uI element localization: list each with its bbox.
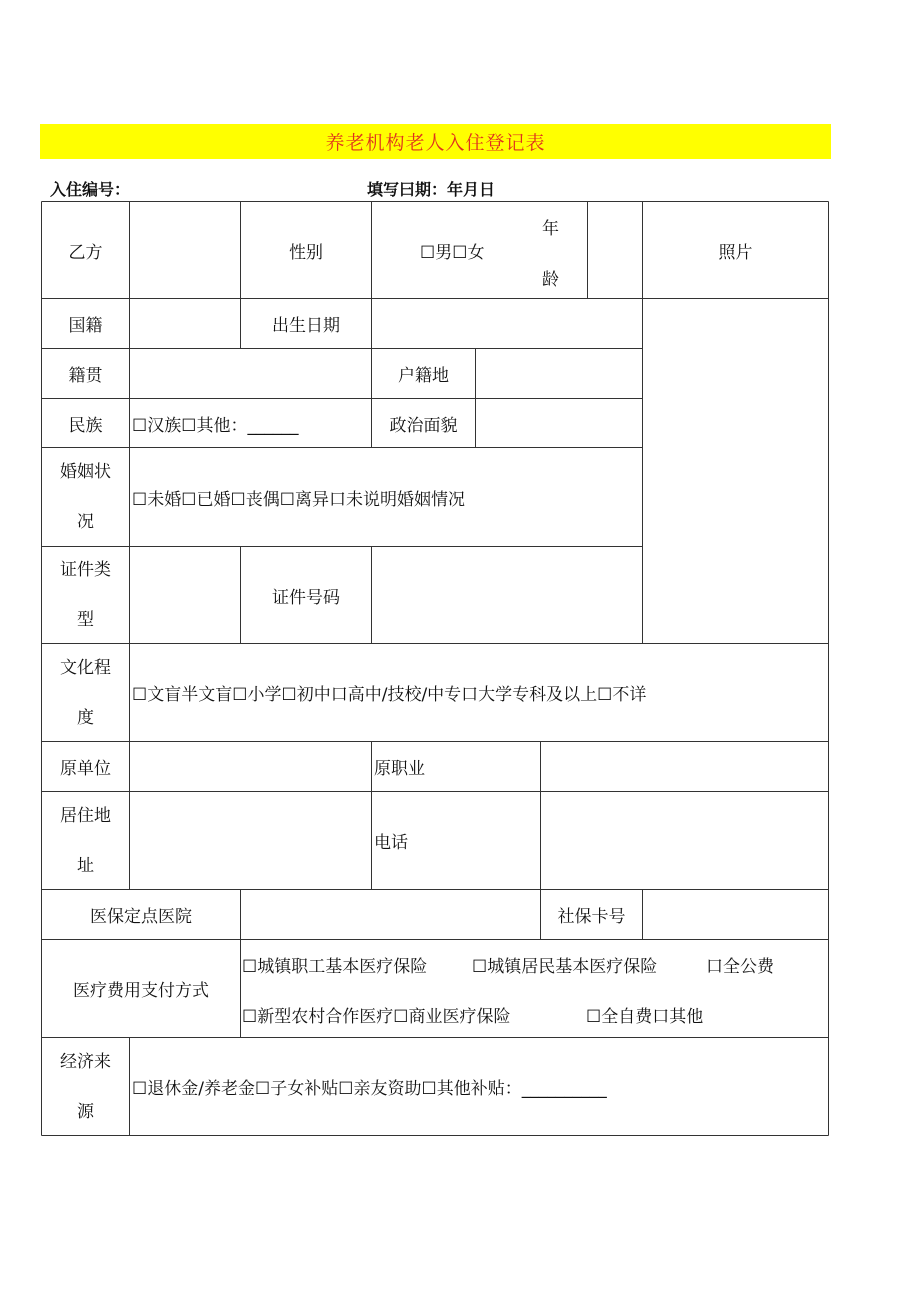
gender-options[interactable]: ☐男☐女: [420, 242, 485, 263]
id-type-field[interactable]: [130, 547, 240, 643]
ethnicity-options[interactable]: ☐汉族☐其他：______: [132, 415, 299, 436]
id-number-field[interactable]: [372, 547, 642, 643]
address-label-line1: 居住地: [60, 805, 111, 826]
education-label-line2: 度: [77, 707, 94, 728]
income-label-line2: 源: [77, 1101, 94, 1122]
income-source-options[interactable]: ☐退休金/养老金☐子女补贴☐亲友资助☐其他补贴：__________: [132, 1079, 607, 1099]
social-card-field[interactable]: [643, 890, 828, 939]
form-title: 养老机构老人入住登记表: [40, 124, 831, 159]
gender-label: 性别: [289, 242, 323, 263]
pay-option-public-funded[interactable]: 口全公费: [706, 957, 774, 977]
political-status-label: 政治面貌: [389, 415, 458, 436]
pay-option-urban-resident[interactable]: ☐城镇居民基本医疗保险: [472, 957, 658, 977]
education-options[interactable]: ☐文盲半文盲☐小学☐初中口高中/技校/中专口大学专科及以上☐不详: [132, 685, 647, 705]
address-field[interactable]: [130, 792, 371, 889]
address-label: [42, 792, 129, 889]
social-card-label: 社保卡号: [557, 907, 626, 927]
marital-label-line1: 婚姻状: [60, 462, 111, 482]
marital-label-line2: 况: [77, 512, 94, 532]
id-type-label-line1: 证件类: [60, 560, 111, 580]
ethnicity-label: 民族: [68, 415, 103, 436]
pay-option-self-other[interactable]: ☐全自费口其他: [586, 1007, 704, 1027]
address-label-line2: 址: [77, 855, 94, 876]
designated-hospital-label: 医保定点医院: [90, 907, 192, 927]
income-source-label: [42, 1038, 129, 1135]
native-place-field[interactable]: [130, 349, 371, 398]
id-number-label: 证件号码: [272, 587, 340, 608]
designated-hospital-field[interactable]: [241, 890, 540, 939]
id-type-label: [42, 547, 129, 643]
pay-option-urban-employee[interactable]: ☐城镇职工基本医疗保险: [242, 957, 428, 977]
birth-date-label: 出生日期: [272, 316, 340, 336]
nationality-label: 国籍: [68, 316, 103, 336]
political-status-field[interactable]: [476, 399, 642, 447]
former-job-field[interactable]: [541, 742, 828, 791]
age-label-char1: 年: [542, 219, 559, 239]
phone-field[interactable]: [541, 792, 828, 889]
income-label-line1: 经济来: [60, 1051, 111, 1072]
phone-label: 电话: [374, 833, 408, 853]
marital-status-label: [42, 448, 129, 546]
pay-option-rural-commercial[interactable]: ☐新型农村合作医疗☐商业医疗保险: [242, 1007, 511, 1027]
education-label-line1: 文化程: [60, 657, 111, 678]
age-label-char2: 龄: [542, 270, 559, 290]
hukou-field[interactable]: [476, 349, 642, 398]
marital-status-options[interactable]: ☐未婚☐已婚☐丧偶☐离异口未说明婚姻情况: [132, 489, 465, 510]
party-label: 乙方: [68, 242, 103, 263]
former-unit-label: 原单位: [60, 759, 111, 779]
entry-number-label: 入住编号：: [50, 180, 131, 199]
hukou-label: 户籍地: [398, 366, 449, 386]
party-value-field[interactable]: [130, 202, 240, 298]
nationality-field[interactable]: [130, 299, 240, 348]
photo-area[interactable]: [643, 299, 828, 643]
payment-method-label: 医疗费用支付方式: [73, 981, 209, 1001]
photo-label: 照片: [718, 242, 753, 263]
id-type-label-line2: 型: [77, 610, 94, 630]
fill-date-label: 填写曰期：年月日: [367, 180, 496, 199]
education-label: [42, 644, 129, 741]
age-value-field[interactable]: [588, 202, 642, 298]
birth-date-field[interactable]: [372, 299, 642, 348]
former-unit-field[interactable]: [130, 742, 371, 791]
former-job-label: 原职业: [374, 759, 425, 779]
native-place-label: 籍贯: [68, 366, 103, 386]
